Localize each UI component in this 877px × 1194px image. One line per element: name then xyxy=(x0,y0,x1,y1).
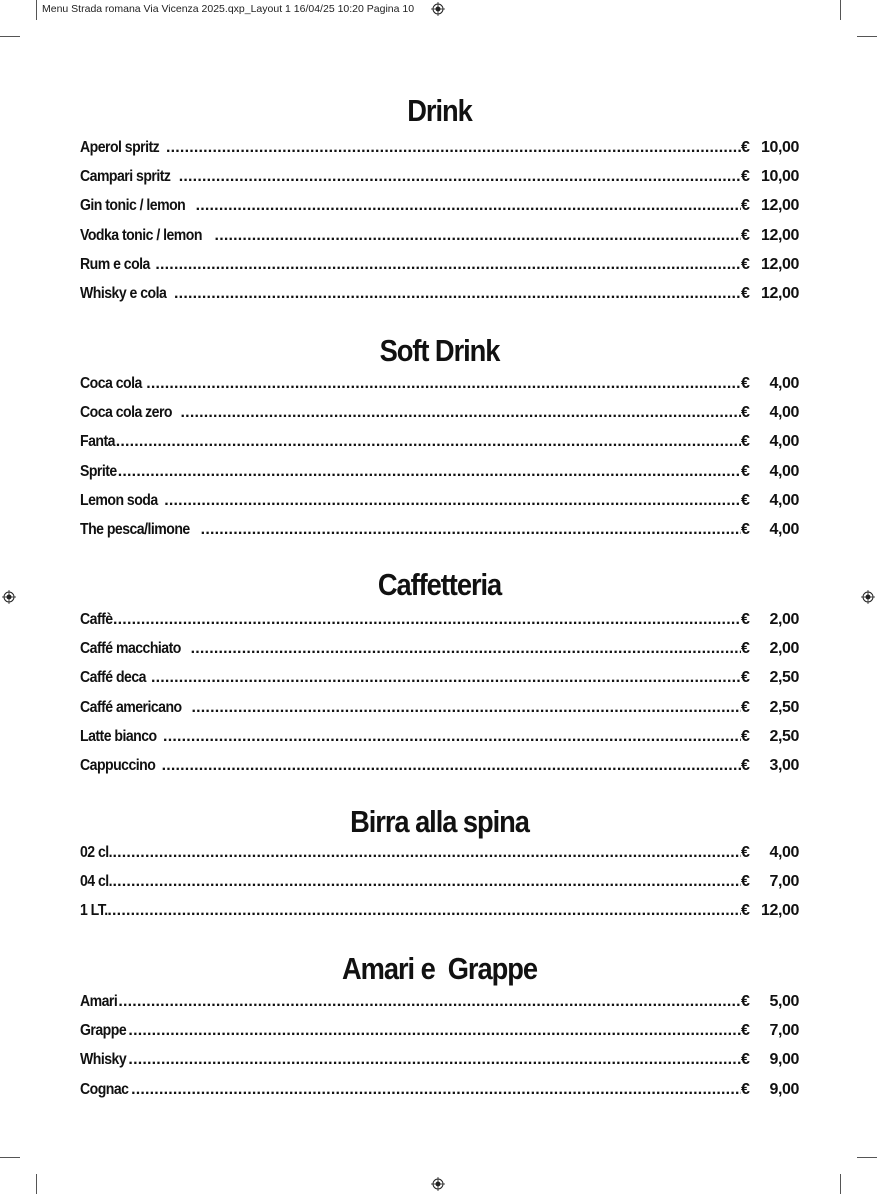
menu-item xyxy=(80,139,799,168)
item-name: Cognac xyxy=(80,1080,129,1098)
item-price: € 7,00 xyxy=(741,873,799,891)
item-price: € 12,00 xyxy=(741,255,799,273)
item-name: 1 LT. xyxy=(80,902,108,920)
item-price: € 2,50 xyxy=(741,698,799,716)
printer-slug: Menu Strada romana Via Vicenza 2025.qxp_Layout 1 16/04/25 10:20 Pagina 10 xyxy=(42,3,415,15)
item-price: € 7,00 xyxy=(741,1022,799,1040)
item-price: € 4,00 xyxy=(741,462,799,480)
item-name: Grappe xyxy=(80,1022,127,1040)
section-title: Drink xyxy=(407,93,472,128)
item-price: € 12,00 xyxy=(741,197,799,215)
item-name: Gin tonic / lemon xyxy=(80,197,186,215)
item-name: Latte bianco xyxy=(80,727,157,745)
section-title: Caffetteria xyxy=(377,567,502,602)
menu-item xyxy=(80,404,799,433)
crop-mark xyxy=(0,36,20,37)
menu-item xyxy=(80,902,799,931)
item-name: Fanta xyxy=(80,433,115,451)
item-price: € 4,00 xyxy=(741,433,799,451)
section-title: Amari e Grappe xyxy=(342,951,537,986)
menu-item xyxy=(80,256,799,285)
menu-item xyxy=(80,433,799,462)
section-drink xyxy=(80,90,799,314)
item-name: Whisky e cola xyxy=(80,284,167,302)
item-price: € 3,00 xyxy=(741,756,799,774)
menu-item xyxy=(80,611,799,640)
menu-item xyxy=(80,873,799,902)
item-price: € 5,00 xyxy=(741,993,799,1010)
item-name: Whisky xyxy=(80,1051,127,1069)
item-price: € 2,50 xyxy=(741,727,799,745)
item-price: € 12,00 xyxy=(741,284,799,302)
section-amari-e-grappe xyxy=(80,948,799,1110)
item-name: Vodka tonic / lemon xyxy=(80,226,202,244)
item-name: Cappuccino xyxy=(80,756,156,774)
item-price: € 9,00 xyxy=(741,1080,799,1098)
crop-mark xyxy=(840,0,841,20)
item-name: The pesca/limone xyxy=(80,520,190,538)
registration-mark-icon xyxy=(2,590,16,604)
item-price: € 2,00 xyxy=(741,640,799,658)
crop-mark xyxy=(0,1157,20,1158)
item-name: Sprite xyxy=(80,462,117,480)
menu-item xyxy=(80,699,799,728)
crop-mark xyxy=(857,36,877,37)
section-soft-drink xyxy=(80,330,799,550)
item-price: € 4,00 xyxy=(741,375,799,392)
item-price: € 10,00 xyxy=(741,168,799,186)
item-price: € 2,00 xyxy=(741,611,799,628)
section-title: Birra alla spina xyxy=(350,804,529,839)
item-price: € 4,00 xyxy=(741,844,799,861)
crop-mark xyxy=(36,0,37,20)
item-price: € 2,50 xyxy=(741,669,799,687)
menu-item xyxy=(80,1022,799,1051)
item-name: Lemon soda xyxy=(80,491,158,509)
section-title: Soft Drink xyxy=(379,333,500,368)
menu-item xyxy=(80,285,799,314)
item-price: € 4,00 xyxy=(741,520,799,538)
item-name: Caffé deca xyxy=(80,669,146,687)
crop-mark xyxy=(840,1174,841,1194)
item-name: Caffé americano xyxy=(80,698,182,716)
item-price: € 12,00 xyxy=(741,226,799,244)
menu-item xyxy=(80,492,799,521)
item-price: € 10,00 xyxy=(741,139,799,156)
item-name: 04 cl. xyxy=(80,873,113,891)
item-name: Coca cola zero xyxy=(80,404,172,422)
menu-item xyxy=(80,375,799,404)
menu-item xyxy=(80,993,799,1022)
menu-item xyxy=(80,844,799,873)
menu-item xyxy=(80,669,799,698)
registration-mark-icon xyxy=(431,2,445,16)
menu-item xyxy=(80,168,799,197)
menu-item xyxy=(80,1051,799,1080)
menu-item xyxy=(80,197,799,226)
item-name: Aperol spritz xyxy=(80,139,160,156)
item-name: Caffè xyxy=(80,611,113,628)
menu-item xyxy=(80,757,799,786)
section-birra-alla-spina xyxy=(80,801,799,932)
crop-mark xyxy=(36,1174,37,1194)
item-price: € 9,00 xyxy=(741,1051,799,1069)
item-name: Amari xyxy=(80,993,118,1010)
item-name: Caffé macchiato xyxy=(80,640,181,658)
item-name: Coca cola xyxy=(80,375,142,392)
menu-item xyxy=(80,728,799,757)
section-caffetteria xyxy=(80,564,799,786)
menu-item xyxy=(80,227,799,256)
menu-item xyxy=(80,640,799,669)
menu-item xyxy=(80,1081,799,1110)
item-name: Campari spritz xyxy=(80,168,171,186)
item-price: € 4,00 xyxy=(741,404,799,422)
registration-mark-icon xyxy=(861,590,875,604)
item-price: € 4,00 xyxy=(741,491,799,509)
menu-item xyxy=(80,463,799,492)
menu-item xyxy=(80,521,799,550)
crop-mark xyxy=(857,1157,877,1158)
item-name: Rum e cola xyxy=(80,255,150,273)
item-name: 02 cl. xyxy=(80,844,113,861)
registration-mark-icon xyxy=(431,1177,445,1191)
item-price: € 12,00 xyxy=(741,902,799,920)
